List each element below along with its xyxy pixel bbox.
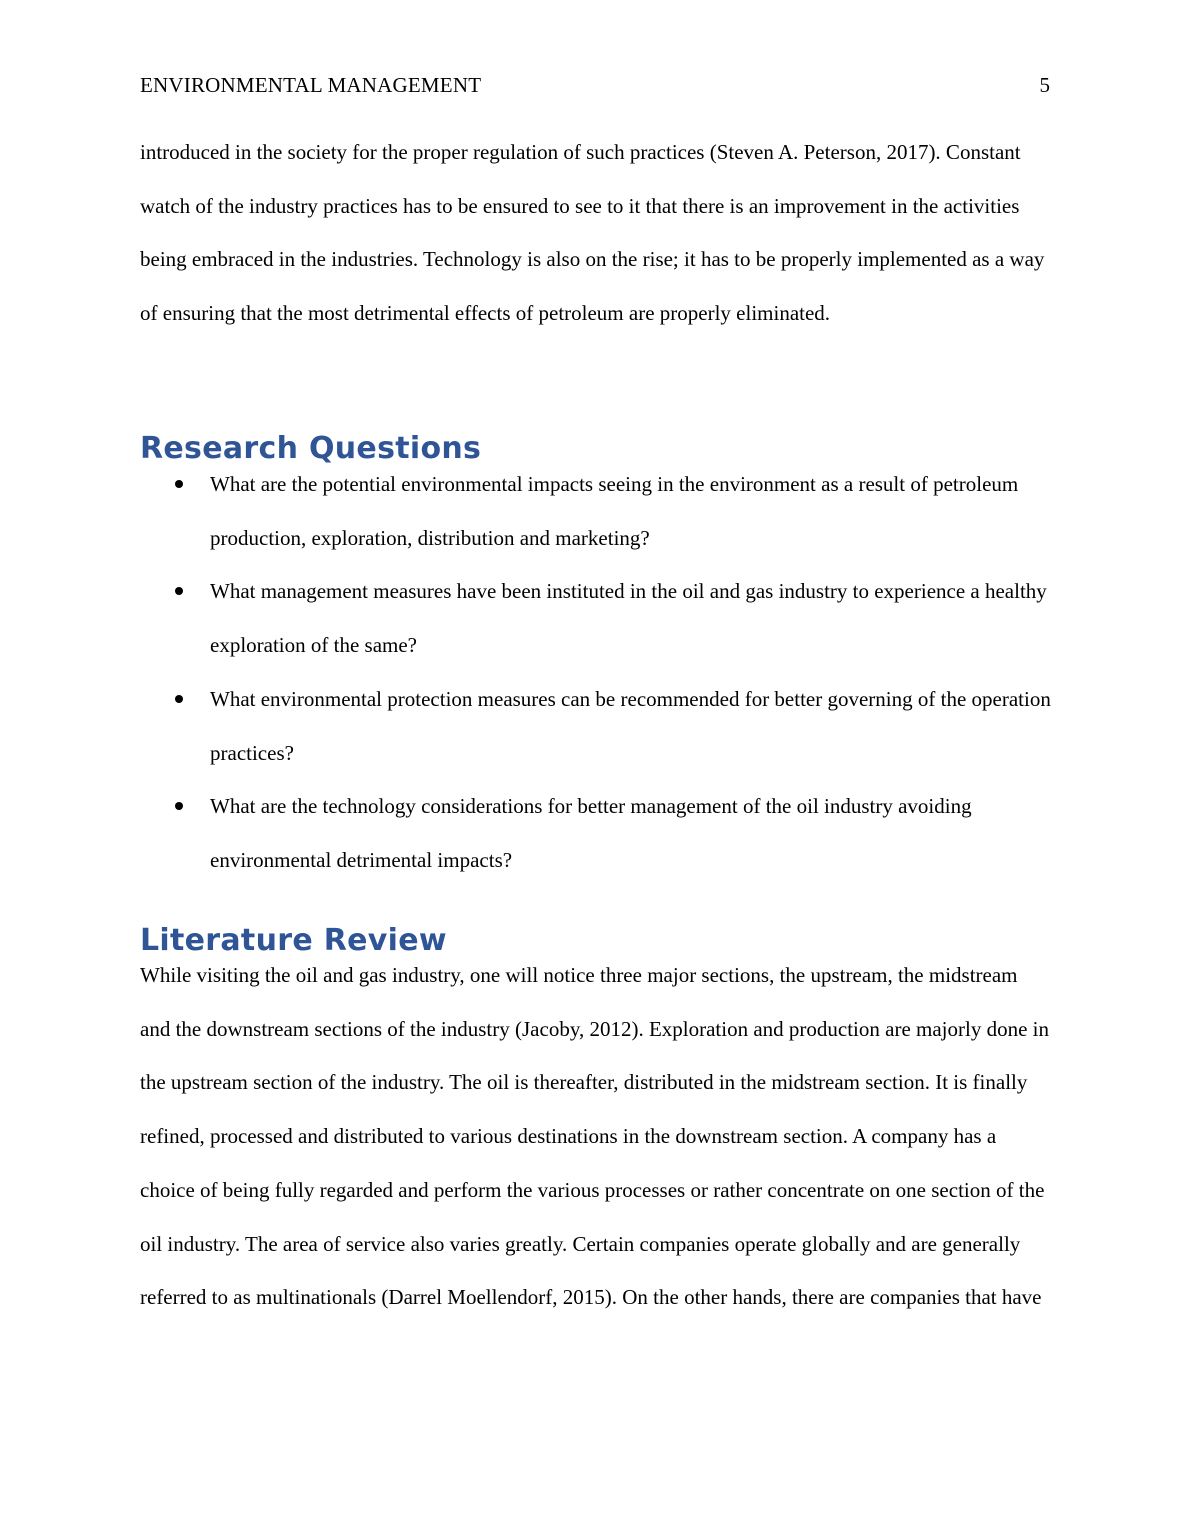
list-item bbox=[140, 565, 1052, 672]
list-item bbox=[140, 673, 1052, 780]
page-number: 5 bbox=[1039, 73, 1050, 97]
bullet-icon bbox=[175, 480, 183, 488]
list-item-text: What are the potential environmental impacts seeing in the environment as a result of petroleum production, exploration, distribution and marketing? bbox=[210, 472, 1019, 550]
page-header bbox=[140, 70, 1050, 100]
list-item-text: What are the technology considerations for better management of the oil industry avoiding environmental detrimental impacts? bbox=[210, 794, 972, 872]
literature-review-paragraph: While visiting the oil and gas industry, one will notice three major sections, the upstream, the midstream and the downstream sections of the industry (Jacoby, 2012). Exploration and production are majorly done in the upstream section of the industry. The oil is thereafter, distributed in the midstream section. It is finally refined, processed and distributed to various destinations in the downstream section. A company has a choice of being fully regarded and perform the various processes or rather concentrate on one section of the oil industry. The area of service also varies greatly. Certain companies operate globally and are generally referred to as multinationals (Darrel Moellendorf, 2015). On the other hands, there are companies that have bbox=[140, 963, 1049, 1310]
list-item-text: What management measures have been instituted in the oil and gas industry to experience a healthy exploration of the same? bbox=[210, 579, 1047, 658]
bullet-icon bbox=[175, 695, 183, 703]
list-item bbox=[140, 458, 1052, 565]
intro-paragraph: introduced in the society for the proper regulation of such practices (Steven A. Peterson, 2017). Constant watch of the industry practices has to be ensured to see to it that there is an improvement in the activities being embraced in the industries. Technology is also on the rise; it has to be properly implemented as a way of ensuring that the most detrimental effects of petroleum are properly eliminated. bbox=[140, 140, 1045, 326]
bullet-icon bbox=[175, 587, 183, 595]
bullet-icon bbox=[175, 802, 183, 810]
running-head: ENVIRONMENTAL MANAGEMENT bbox=[140, 73, 482, 97]
list-item-text: What environmental protection measures can be recommended for better governing of the operation practices? bbox=[210, 686, 1051, 765]
research-questions-heading: Research Questions bbox=[140, 431, 482, 466]
research-questions-list bbox=[140, 458, 1052, 888]
literature-review-heading: Literature Review bbox=[140, 923, 447, 958]
list-item bbox=[140, 780, 1052, 887]
